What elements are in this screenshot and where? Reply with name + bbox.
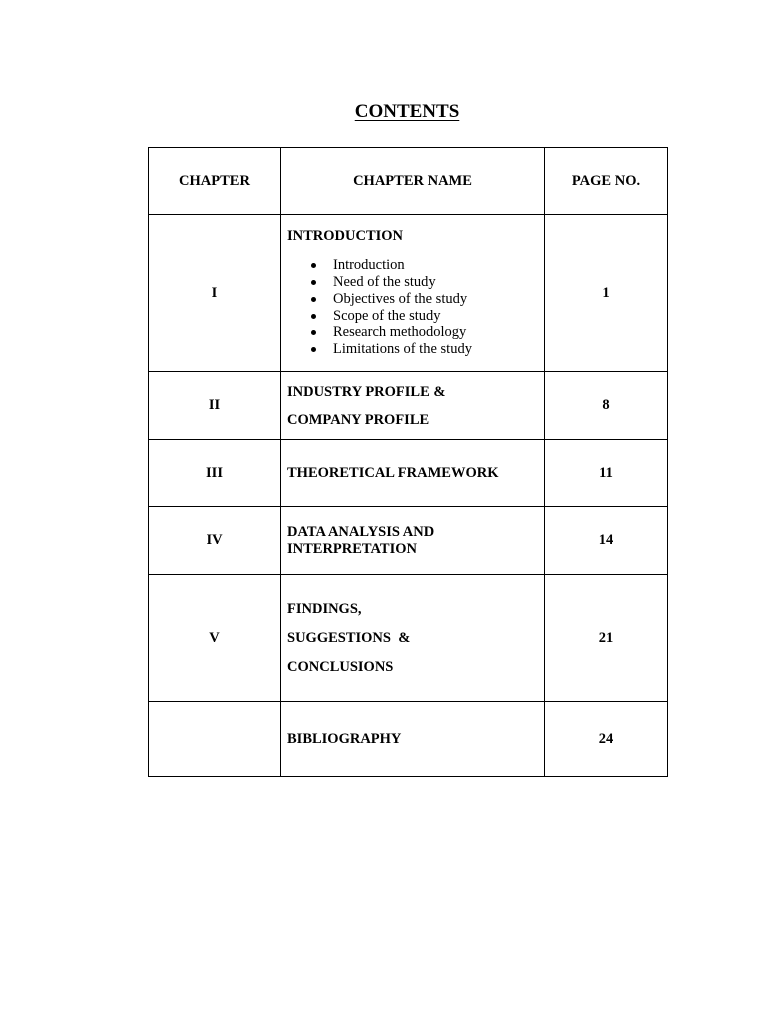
- table-header-row: [149, 148, 668, 215]
- bullet-icon: [311, 314, 316, 319]
- chapter-number: II: [149, 372, 281, 440]
- header-chapter-name: CHAPTER NAME: [281, 148, 545, 215]
- page-number: 24: [545, 702, 668, 777]
- chapter-name: [281, 507, 545, 575]
- list-item: Limitations of the study: [333, 341, 544, 358]
- chapter-name-line: SUGGESTIONS &: [287, 629, 411, 646]
- table-row: [149, 440, 668, 507]
- chapter-name-line: INTERPRETATION: [287, 540, 417, 557]
- header-page-no: PAGE NO.: [545, 148, 668, 215]
- table-row: [149, 215, 668, 372]
- chapter-name: [281, 575, 545, 702]
- bullet-icon: [311, 347, 316, 352]
- chapter-name: [281, 440, 545, 507]
- bullet-icon: [311, 297, 316, 302]
- list-item: Need of the study: [333, 274, 544, 291]
- table-row: [149, 372, 668, 440]
- page-number: 11: [545, 440, 668, 507]
- header-chapter: CHAPTER: [149, 148, 281, 215]
- chapter-number: III: [149, 440, 281, 507]
- chapter-name: [281, 215, 545, 372]
- chapter-number: [149, 702, 281, 777]
- page-number: 1: [545, 215, 668, 372]
- chapter-name-line: COMPANY PROFILE: [287, 411, 430, 428]
- contents-table: [148, 147, 668, 777]
- chapter-name-line: INDUSTRY PROFILE &: [287, 383, 446, 400]
- chapter-number: I: [149, 215, 281, 372]
- chapter-name-line: BIBLIOGRAPHY: [287, 730, 402, 747]
- chapter-name: [281, 702, 545, 777]
- page-number: 14: [545, 507, 668, 575]
- chapter-name-line: CONCLUSIONS: [287, 658, 394, 675]
- list-item: Objectives of the study: [333, 291, 544, 308]
- list-item: Scope of the study: [333, 308, 544, 325]
- page-title: CONTENTS: [354, 101, 460, 122]
- chapter-name-line: DATA ANALYSIS AND: [287, 524, 435, 540]
- list-item: Research methodology: [333, 324, 544, 341]
- bullet-icon: [311, 280, 316, 285]
- chapter-name-line: THEORETICAL FRAMEWORK: [287, 464, 499, 481]
- table-row: [149, 575, 668, 702]
- chapter-number: IV: [149, 507, 281, 575]
- bullet-icon: [311, 263, 316, 268]
- page-number: 21: [545, 575, 668, 702]
- chapter-name-line: FINDINGS,: [287, 600, 362, 617]
- page-number: 8: [545, 372, 668, 440]
- table-row: [149, 702, 668, 777]
- list-item: Introduction: [333, 257, 544, 274]
- chapter-name: [281, 372, 545, 440]
- chapter-name-line: INTRODUCTION: [287, 228, 404, 245]
- table-row: [149, 507, 668, 575]
- bullet-icon: [311, 330, 316, 335]
- chapter-number: V: [149, 575, 281, 702]
- topic-list: [287, 257, 544, 358]
